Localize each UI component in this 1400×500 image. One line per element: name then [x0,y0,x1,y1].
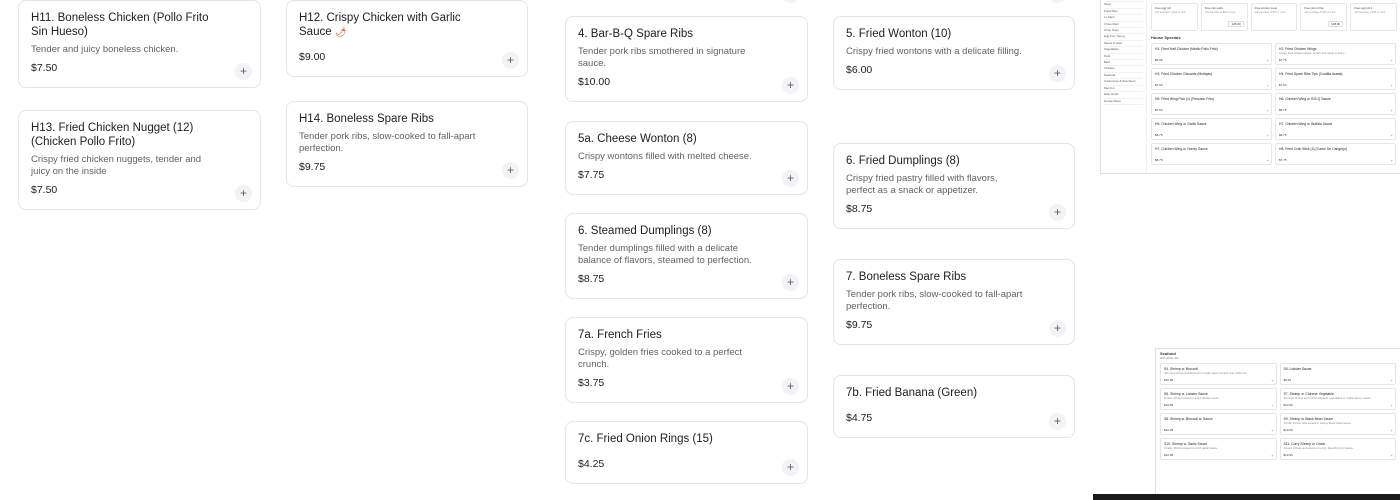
nav-item[interactable]: Chop Suey [1104,28,1143,34]
scanned-menu-page-top[interactable] [1100,0,1400,174]
coupon-title: Free wonton soup [1254,6,1277,10]
menu-item-title: 6. Fried Dumplings (8) [846,155,960,167]
add-to-cart-icon[interactable]: + [1266,83,1269,88]
menu-item-card[interactable] [18,0,261,88]
menu-item-title: H13. Fried Chicken Nugget (12) (Chicken Pollo Frito) [31,122,194,148]
scan-item-price: $8.75 [1279,108,1287,112]
scanned-page-inner-bottom [1156,349,1400,500]
scan-item-title: H5. Fried Wing Fish (1) (Pescado Frito) [1155,97,1215,101]
scan-item-desc: Tender shrimp tossed in a rich garlic sauce. [1164,446,1218,451]
coupon-title: Free egg roll 2 [1354,6,1373,10]
nav-item[interactable]: Mei Fun [1104,86,1143,92]
menu-item-price: $9.75 [846,319,873,331]
menu-item-price: $4.25 [578,458,605,470]
coupon-desc: with purchase of $25 or more [1254,11,1286,15]
scan-item-title: S8. Shrimp w. Broccoli w. Sauce [1164,417,1213,421]
add-to-cart-icon[interactable]: + [1390,133,1393,138]
scan-item-title: H1. Fried Half Chicken (Medio Pollo Frito) [1155,47,1218,51]
nav-item[interactable]: Chow Mein [1104,22,1143,28]
add-to-cart-icon[interactable]: + [1271,453,1274,458]
menu-item-price: $8.75 [578,273,605,285]
nav-item[interactable]: Soup [1104,2,1143,8]
menu-item-title: 6. Steamed Dumplings (8) [578,225,712,237]
nav-item[interactable]: Sweet & Sour [1104,41,1143,47]
seafood-grid [1156,360,1400,463]
menu-item-price: $9.00 [299,51,326,63]
menu-item-title: 7c. Fried Onion Rings (15) [578,433,713,445]
scan-item-title: H5. Chicken Wing w. Garlic Sauce [1155,122,1207,126]
spicy-icon: 🌶 [334,27,347,37]
scan-item-price: $9.25 [1283,378,1292,382]
add-to-cart-icon[interactable]: + [1390,58,1393,63]
menu-item-title: 7b. Fried Banana (Green) [846,387,978,399]
scan-item-price: $10.95 [1164,453,1174,457]
add-to-cart-icon[interactable]: + [1390,378,1393,383]
menu-item-price: $8.75 [846,203,873,215]
menu-item-description: Crispy fried wontons with a delicate filling. [846,46,1022,57]
menu-item-card[interactable] [18,110,261,210]
menu-item-title: 5a. Cheese Wonton (8) [578,133,697,145]
menu-item-description: Tender and juicy boneless chicken. [31,44,179,55]
scan-item-price: $8.75 [1155,158,1163,162]
menu-item-title: H14. Boneless Spare Ribs [299,113,434,125]
add-to-cart-icon[interactable]: + [1049,65,1066,82]
coupon-desc: with purchase of $20 or more [1204,11,1236,15]
add-to-cart-icon[interactable]: + [1390,403,1393,408]
scan-item-price: $8.75 [1279,133,1287,137]
scan-item-title: S7. Shrimp w. Chinese Vegetable [1283,392,1334,396]
add-to-cart-icon[interactable]: + [1390,158,1393,163]
nav-item[interactable]: Beef [1104,60,1143,66]
menu-item-title: 5. Fried Wonton (10) [846,28,952,40]
scan-menu-item[interactable] [1160,413,1277,435]
menu-item-card[interactable] [833,16,1075,90]
scan-menu-item[interactable] [1160,438,1277,460]
nav-item[interactable]: Vegetables [1104,47,1143,53]
scan-menu-item[interactable] [1275,143,1396,165]
menu-item-description: Crispy, golden fries cooked to a perfect crunch. [578,347,743,370]
menu-item-card[interactable] [833,143,1075,229]
nav-item[interactable]: Pork [1104,54,1143,60]
scan-menu-item[interactable] [1280,363,1397,385]
scan-item-price: $10.95 [1283,453,1293,457]
scan-item-price: $10.50 [1283,428,1293,432]
seafood-header: Seafood [1160,351,1176,356]
scan-item-desc: Stir-fried shrimp and mixed Chinese vegetables in a light savory sauce. [1283,396,1372,401]
coupon-card[interactable] [1201,3,1248,31]
add-to-cart-icon[interactable]: + [1049,413,1066,430]
add-to-cart-icon[interactable]: + [502,52,519,69]
scan-item-title: S5. Lobster Sauce [1283,367,1312,371]
coupon-card[interactable] [1300,3,1347,31]
scan-item-desc: Tender shrimp tossed in a rich lobster sauce. [1164,396,1220,401]
scan-item-title: H8. Fried Crab Stick (4) (Carne De Cangrejo) [1279,147,1348,151]
scan-menu-item[interactable] [1160,388,1277,410]
scan-menu-item[interactable] [1151,118,1272,140]
add-to-cart-icon[interactable]: + [1271,428,1274,433]
menu-item-title: 4. Bar-B-Q Spare Ribs [578,28,694,40]
menu-item-price: $9.75 [299,161,326,173]
add-to-cart-icon[interactable]: + [502,162,519,179]
add-to-cart-icon[interactable]: + [1390,108,1393,113]
menu-item-card[interactable] [286,101,528,187]
menu-item-price: $7.75 [578,169,605,181]
menu-item-price: $10.00 [578,76,611,88]
coupon-badge: 128.00 [1228,21,1243,27]
house-specials-header: House Specials [1151,35,1181,40]
add-to-cart-icon[interactable]: + [1049,204,1066,221]
coupon-title: Free egg roll [1155,6,1171,10]
scan-item-title: H3. Fried Chicken Gizzards (Mollejas) [1155,72,1213,76]
nav-item[interactable]: Fried Rice [1104,9,1143,15]
scanned-page-body [1147,0,1400,168]
menu-column-3 [565,0,808,496]
coupon-title: Free pint of rice [1304,6,1324,10]
scan-item-price: $6.95 [1155,58,1163,62]
menu-item-price: $6.00 [846,64,873,76]
scan-item-desc: Stir-fried shrimp and broccoli in a light sauce served over white rice. [1164,371,1248,376]
nav-item[interactable]: Cantonese & Szechuan [1104,79,1143,85]
menu-column-2 [286,0,528,199]
menu-item-price: $4.75 [846,412,873,424]
menu-item-card[interactable] [286,0,528,77]
nav-item[interactable]: Seafood [1104,73,1143,79]
menu-item-title-text: H12. Crispy Chicken with Garlic Sauce [299,12,461,38]
scan-menu-item[interactable] [1280,438,1397,460]
add-to-cart-icon[interactable]: + [1271,403,1274,408]
scan-menu-item[interactable] [1160,363,1277,385]
scan-item-desc: Tender shrimp wok-tossed in savory black bean sauce. [1283,421,1352,426]
add-to-cart-icon[interactable]: + [782,378,799,395]
menu-item-card[interactable] [565,121,808,195]
menu-item-description: Crispy fried chicken nuggets, tender and juicy on the inside [31,154,202,177]
scan-item-price: $7.75 [1279,158,1287,162]
menu-item-description: Tender dumplings filled with a delicate balance of flavors, steamed to perfection. [578,243,752,266]
coupon-desc: with purchase of $30 or more [1304,11,1336,15]
menu-item-title: 7a. French Fries [578,329,662,341]
scan-item-price: $10.50 [1164,403,1174,407]
scan-menu-item[interactable] [1280,388,1397,410]
add-to-cart-icon[interactable]: + [782,77,799,94]
scan-menu-item[interactable] [1275,43,1396,65]
menu-item-description: Tender pork ribs smothered in signature sauce. [578,46,746,69]
nav-item[interactable]: Chicken [1104,66,1143,72]
scan-menu-item[interactable] [1151,68,1272,90]
scan-item-title: S10. Shrimp w. Garlic Sauce [1164,442,1208,446]
add-to-cart-icon[interactable]: + [235,63,252,80]
menu-item-card[interactable] [565,317,808,403]
nav-item[interactable]: House Menu [1104,99,1143,105]
scan-item-title: S6. Shrimp w. Lobster Sauce [1164,392,1208,396]
scan-menu-item[interactable] [1280,413,1397,435]
nav-item[interactable]: Side Order [1104,92,1143,98]
scan-item-price: $7.75 [1279,58,1287,62]
add-to-cart-icon[interactable]: + [782,170,799,187]
scan-item-price: $10.95 [1164,378,1174,382]
scan-item-price: $10.50 [1283,403,1293,407]
menu-column-4 [833,0,1075,450]
scan-menu-item[interactable] [1151,143,1272,165]
scanned-page-nav[interactable] [1101,0,1147,173]
menu-item-description: Tender pork ribs, slow-cooked to fall-apart perfection. [299,131,476,154]
coupon-card[interactable] [1151,3,1198,31]
menu-item-card[interactable] [565,213,808,299]
scan-item-price: $7.50 [1279,83,1287,87]
nav-item[interactable]: Lo Mein [1104,15,1143,21]
scanned-page-inner [1101,0,1400,173]
house-specials-grid [1147,40,1400,168]
add-to-cart-icon[interactable]: + [1266,108,1269,113]
page-bottom-strip [1093,494,1400,500]
scanned-menu-page-bottom[interactable] [1155,348,1400,500]
scan-item-title: H6. Chicken Wing w. B.B.Q Sauce [1279,97,1331,101]
scan-menu-item[interactable] [1151,93,1272,115]
add-to-cart-icon[interactable]: + [1271,378,1274,383]
menu-column-1 [18,0,261,222]
scan-item-title: H7. Chicken Wing w. Buffalo Sauce [1279,122,1333,126]
scan-menu-item[interactable] [1275,118,1396,140]
scan-item-title: H7. Chicken Wing w. Honey Sauce [1155,147,1208,151]
coupon-card[interactable] [1251,3,1298,31]
scan-item-title: S4. Shrimp w. Broccoli [1164,367,1198,371]
add-to-cart-icon[interactable]: + [782,274,799,291]
coupon-desc: with purchase of $15 or more [1155,11,1186,15]
scan-item-desc: Tender shrimp and onions in a rich, flavorful curry sauce. [1283,446,1354,451]
add-to-cart-icon[interactable] [1049,0,1066,3]
scan-item-desc: Crispy fried chicken wings, tender and ready to enjoy [1279,51,1345,56]
add-to-cart-icon[interactable]: + [235,185,252,202]
scan-item-title: S11. Curry Shrimp w. Onion [1283,442,1326,446]
menu-item-card[interactable] [565,16,808,102]
menu-item-title: H11. Boneless Chicken (Pollo Frito Sin Hueso) [31,12,209,38]
scan-item-price: $10.95 [1164,428,1174,432]
menu-item-description: Crispy fried pastry filled with flavors, perfect as a snack or appetizer. [846,173,998,196]
menu-item-card[interactable] [833,375,1075,438]
menu-item-title [299,11,485,39]
seafood-subheader: with white rice [1160,356,1179,360]
scan-menu-item[interactable] [1151,43,1272,65]
add-to-cart-icon[interactable]: + [782,459,799,476]
coupon-desc: with purchase of $35 or more [1354,11,1386,15]
add-to-cart-icon[interactable]: + [1390,428,1393,433]
add-to-cart-icon[interactable]: + [1266,158,1269,163]
coupon-badge: 128.00 [1328,21,1343,27]
scan-item-price: $7.50 [1155,108,1163,112]
add-to-cart-icon[interactable]: + [1390,83,1393,88]
menu-item-price: $7.50 [31,62,58,74]
menu-item-price: $3.75 [578,377,605,389]
add-to-cart-icon[interactable]: + [1266,58,1269,63]
coupon-title: Free can soda [1204,6,1223,10]
menu-item-description: Tender pork ribs, slow-cooked to fall-apart perfection. [846,289,1023,312]
menu-item-price: $7.50 [31,184,58,196]
scan-item-title: H2. Fried Chicken Wings [1279,47,1317,51]
menu-item-title: 7. Boneless Spare Ribs [846,271,967,283]
nav-item[interactable]: Egg Foo Young [1104,34,1143,40]
add-to-cart-icon[interactable] [782,0,799,3]
menu-item-card[interactable] [565,421,808,484]
add-to-cart-icon[interactable]: + [1049,320,1066,337]
scan-item-price: $8.75 [1155,133,1163,137]
scan-item-title: H4. Fried Spare Ribs Tips (Costilla Asada) [1279,72,1343,76]
scan-menu-item[interactable] [1275,68,1396,90]
coupon-card[interactable] [1350,3,1397,31]
scan-item-price: $7.50 [1155,83,1163,87]
scan-menu-item[interactable] [1275,93,1396,115]
menu-item-card[interactable] [833,259,1075,345]
add-to-cart-icon[interactable]: + [1390,453,1393,458]
add-to-cart-icon[interactable]: + [1266,133,1269,138]
menu-item-description: Crispy wontons filled with melted cheese. [578,151,752,162]
scan-item-title: S9. Shrimp w. Black Bean Sauce [1283,417,1334,421]
coupon-row [1147,0,1400,33]
